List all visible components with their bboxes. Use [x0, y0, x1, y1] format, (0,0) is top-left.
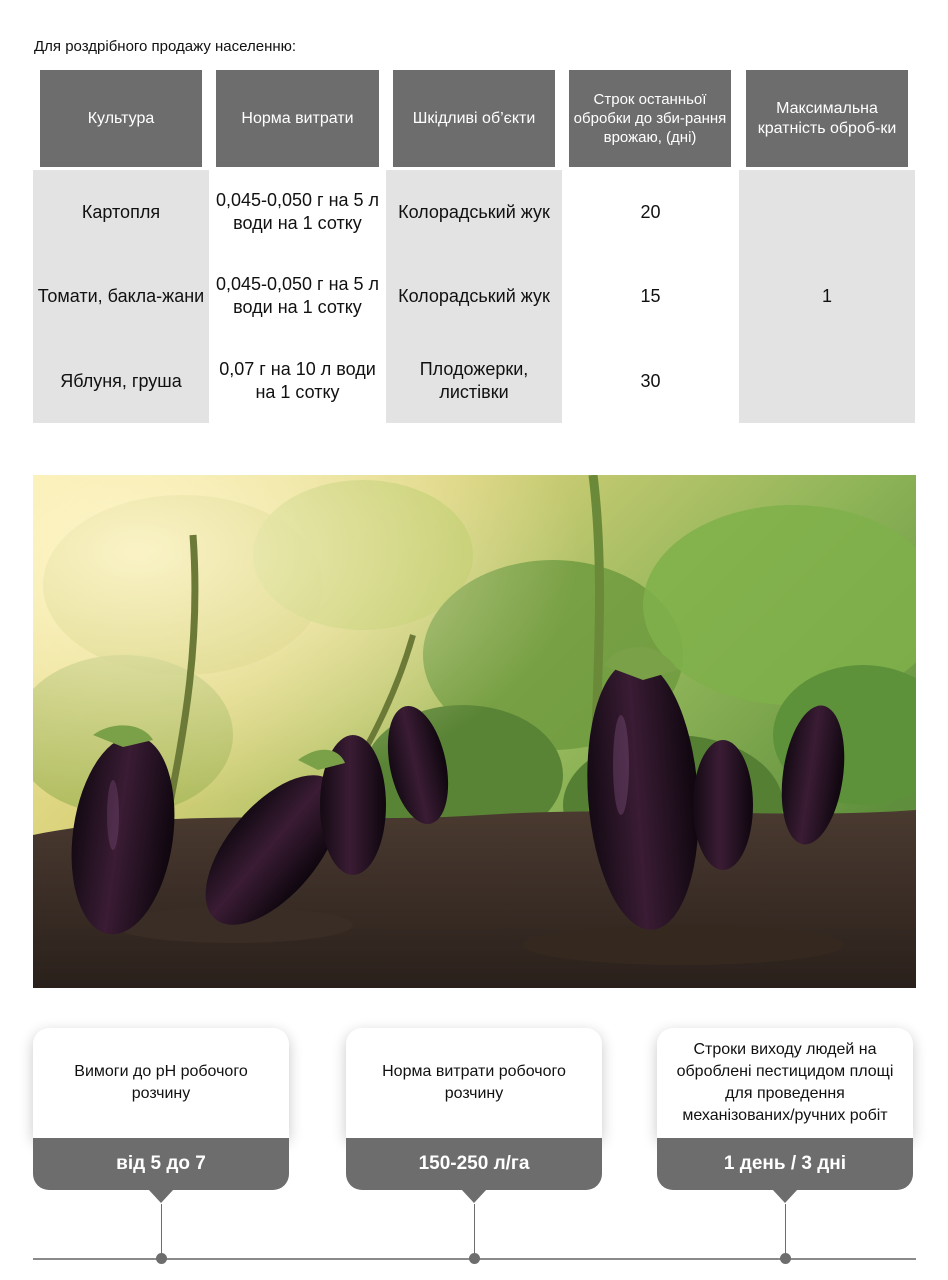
cell-crop-tomato: Томати, бакла-жани: [37, 285, 205, 306]
card-rate: [346, 1028, 602, 1190]
eggplant-plants-photo: [33, 475, 916, 988]
card-ph: [33, 1028, 289, 1190]
card-reentry-label: Строки виходу людей на оброблені пестицидом площі для проведення механізованих/ручних робіт: [657, 1028, 913, 1138]
header-max-treatments: Максимальна кратність оброб-ки: [746, 70, 908, 167]
card-reentry-pointer: [772, 1189, 798, 1203]
card-ph-label: Вимоги до pH робочого розчину: [33, 1028, 289, 1138]
card-ph-pointer: [148, 1189, 174, 1203]
timeline-stem: [474, 1204, 475, 1258]
card-rate-label: Норма витрати робочого розчину: [346, 1028, 602, 1138]
cell-days-tomato: 15: [640, 285, 661, 306]
cell-pest-tomato: Колорадський жук: [398, 285, 550, 306]
card-reentry: [657, 1028, 913, 1190]
header-crop: Культура: [40, 70, 202, 167]
card-ph-value: від 5 до 7: [33, 1138, 289, 1190]
timeline-stem: [785, 1204, 786, 1258]
table-caption: Для роздрібного продажу населенню:: [34, 38, 297, 55]
card-reentry-value: 1 день / 3 дні: [657, 1138, 913, 1190]
cell-rate-potato: 0,045-0,050 г на 5 л води на 1 сотку: [215, 190, 380, 233]
cell-max-treatments: 1: [821, 286, 832, 306]
cell-days-potato: 20: [640, 201, 661, 222]
timeline-dot: [156, 1253, 167, 1264]
cell-pest-apple: Плодожерки, листівки: [419, 359, 529, 402]
cell-crop-potato: Картопля: [81, 201, 161, 222]
header-pests: Шкідливі об’єкти: [393, 70, 555, 167]
timeline-dot: [469, 1253, 480, 1264]
timeline-stem: [161, 1204, 162, 1258]
cell-rate-tomato: 0,045-0,050 г на 5 л води на 1 сотку: [215, 274, 380, 317]
card-rate-value: 150-250 л/га: [346, 1138, 602, 1190]
cell-rate-apple: 0,07 г на 10 л води на 1 сотку: [219, 359, 376, 402]
timeline-dot: [780, 1253, 791, 1264]
cell-pest-potato: Колорадський жук: [398, 201, 550, 222]
card-rate-pointer: [461, 1189, 487, 1203]
header-rate: Норма витрати: [216, 70, 379, 167]
header-last-treatment: Строк останньої обробки до зби-рання врожаю, (дні): [569, 70, 731, 167]
cell-crop-apple: Яблуня, груша: [60, 370, 182, 391]
cell-days-apple: 30: [640, 370, 661, 391]
